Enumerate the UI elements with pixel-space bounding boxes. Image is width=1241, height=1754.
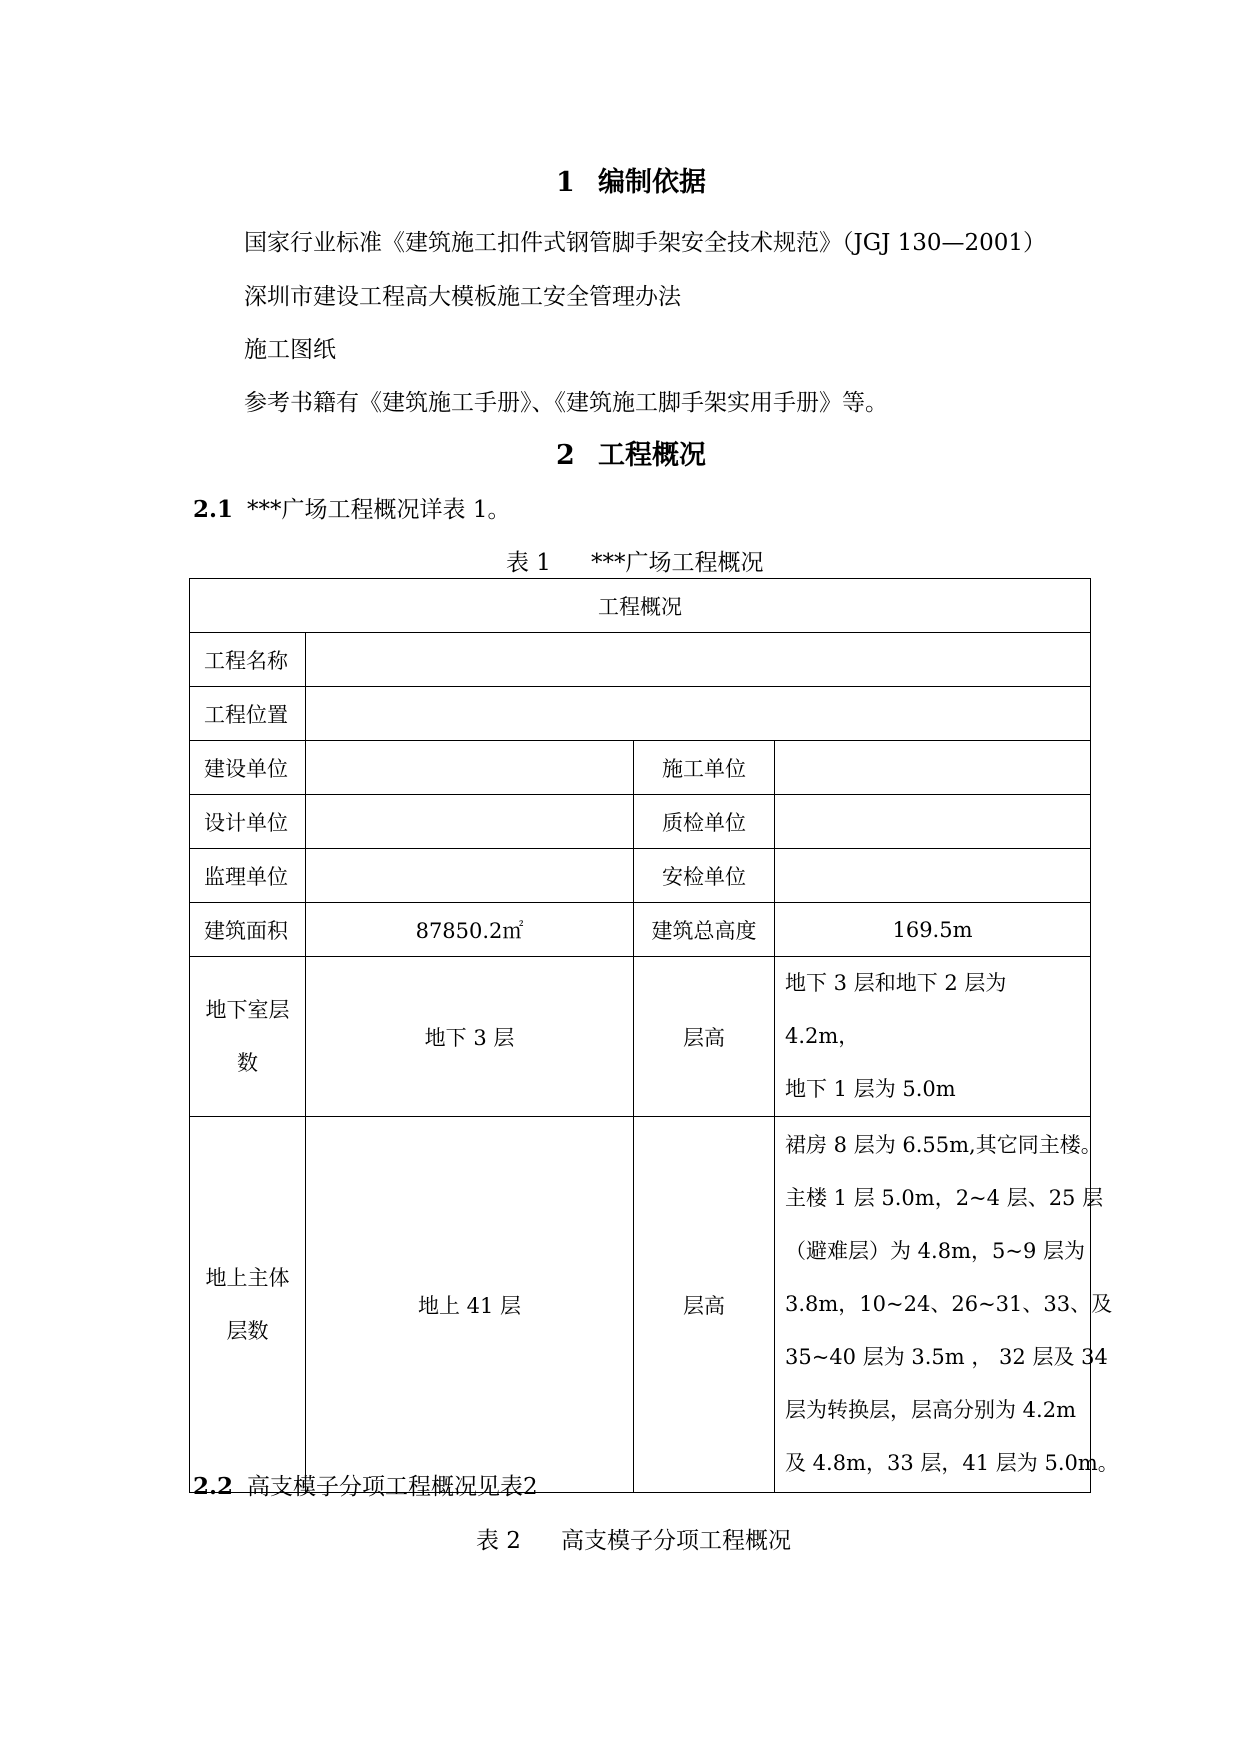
section-2-number: 2 — [556, 440, 575, 471]
table-1-label: 表 1 — [506, 550, 551, 576]
basis-item-3: 施工图纸 — [244, 337, 336, 363]
project-location-value — [306, 687, 1091, 741]
basement-label-line-1: 地下室层 — [205, 997, 290, 1022]
subsection-2-1-text: ***广场工程概况详表 1。 — [247, 497, 511, 523]
section-1-number: 1 — [556, 167, 575, 198]
quality-label: 质检单位 — [634, 795, 775, 849]
above-height-line: 3.8m，10~24、26~31、33、及 — [785, 1292, 1113, 1316]
area-label: 建筑面积 — [190, 903, 306, 957]
above-floor-height-label: 层高 — [634, 1117, 775, 1493]
designer-value — [306, 795, 634, 849]
area-value: 87850.2㎡ — [306, 903, 634, 957]
contractor-value — [775, 741, 1091, 795]
owner-label: 建设单位 — [190, 741, 306, 795]
supervisor-value — [306, 849, 634, 903]
basement-value: 地下 3 层 — [306, 957, 634, 1117]
owner-value — [306, 741, 634, 795]
project-location-label: 工程位置 — [190, 687, 306, 741]
project-overview-table — [189, 578, 1119, 1493]
subsection-2-2 — [193, 1468, 538, 1501]
height-label: 建筑总高度 — [634, 903, 775, 957]
above-floor-height-value — [775, 1117, 1119, 1493]
section-2-title: 工程概况 — [598, 440, 706, 471]
above-label-line-2: 层数 — [226, 1318, 269, 1343]
supervisor-label: 监理单位 — [190, 849, 306, 903]
basement-height-line-1: 地下 3 层和地下 2 层为 4.2m， — [785, 971, 1007, 1048]
table-2-label: 表 2 — [476, 1528, 521, 1554]
basement-label — [190, 957, 306, 1117]
subsection-2-2-number: 2.2 — [193, 1473, 234, 1500]
project-name-label: 工程名称 — [190, 633, 306, 687]
above-height-line: 裙房 8 层为 6.55m,其它同主楼。 — [785, 1133, 1102, 1157]
section-1-heading — [556, 160, 706, 199]
safety-value — [775, 849, 1091, 903]
basement-floor-height-value — [775, 957, 1091, 1117]
basement-floor-height-label: 层高 — [634, 957, 775, 1117]
designer-label: 设计单位 — [190, 795, 306, 849]
table-1-title: ***广场工程概况 — [590, 550, 764, 576]
quality-value — [775, 795, 1091, 849]
above-height-line: 35~40 层为 3.5m ， 32 层及 34 — [785, 1345, 1108, 1369]
basement-height-line-2: 地下 1 层为 5.0m — [785, 1077, 956, 1101]
safety-label: 安检单位 — [634, 849, 775, 903]
project-name-value — [306, 633, 1091, 687]
above-ground-value: 地上 41 层 — [306, 1117, 634, 1493]
above-height-line: 主楼 1 层 5.0m，2~4 层、25 层 — [785, 1186, 1104, 1210]
table-2-caption — [476, 1522, 791, 1555]
above-ground-label — [190, 1117, 306, 1493]
table-header: 工程概况 — [190, 579, 1091, 633]
above-height-line: 层为转换层，层高分别为 4.2m — [785, 1398, 1076, 1422]
height-value: 169.5m — [775, 903, 1091, 957]
above-height-line: 及 4.8m，33 层，41 层为 5.0m。 — [785, 1451, 1119, 1475]
subsection-2-2-text: 高支模子分项工程概况见表2 — [247, 1474, 538, 1500]
contractor-label: 施工单位 — [634, 741, 775, 795]
subsection-2-1 — [193, 491, 510, 524]
section-1-title: 编制依据 — [598, 167, 706, 198]
basement-label-line-2: 数 — [237, 1050, 258, 1075]
above-label-line-1: 地上主体 — [205, 1265, 290, 1290]
section-2-heading — [556, 433, 706, 472]
basis-item-2: 深圳市建设工程高大模板施工安全管理办法 — [244, 284, 681, 310]
basis-item-1: 国家行业标准《建筑施工扣件式钢管脚手架安全技术规范》（JGJ 130—2001） — [244, 230, 1047, 256]
table-2-title: 高支模子分项工程概况 — [560, 1528, 791, 1554]
above-height-line: （避难层）为 4.8m，5~9 层为 — [785, 1239, 1085, 1263]
table-1-caption — [506, 544, 763, 577]
subsection-2-1-number: 2.1 — [193, 496, 234, 523]
basis-item-4: 参考书籍有《建筑施工手册》、《建筑施工脚手架实用手册》等。 — [244, 390, 888, 416]
